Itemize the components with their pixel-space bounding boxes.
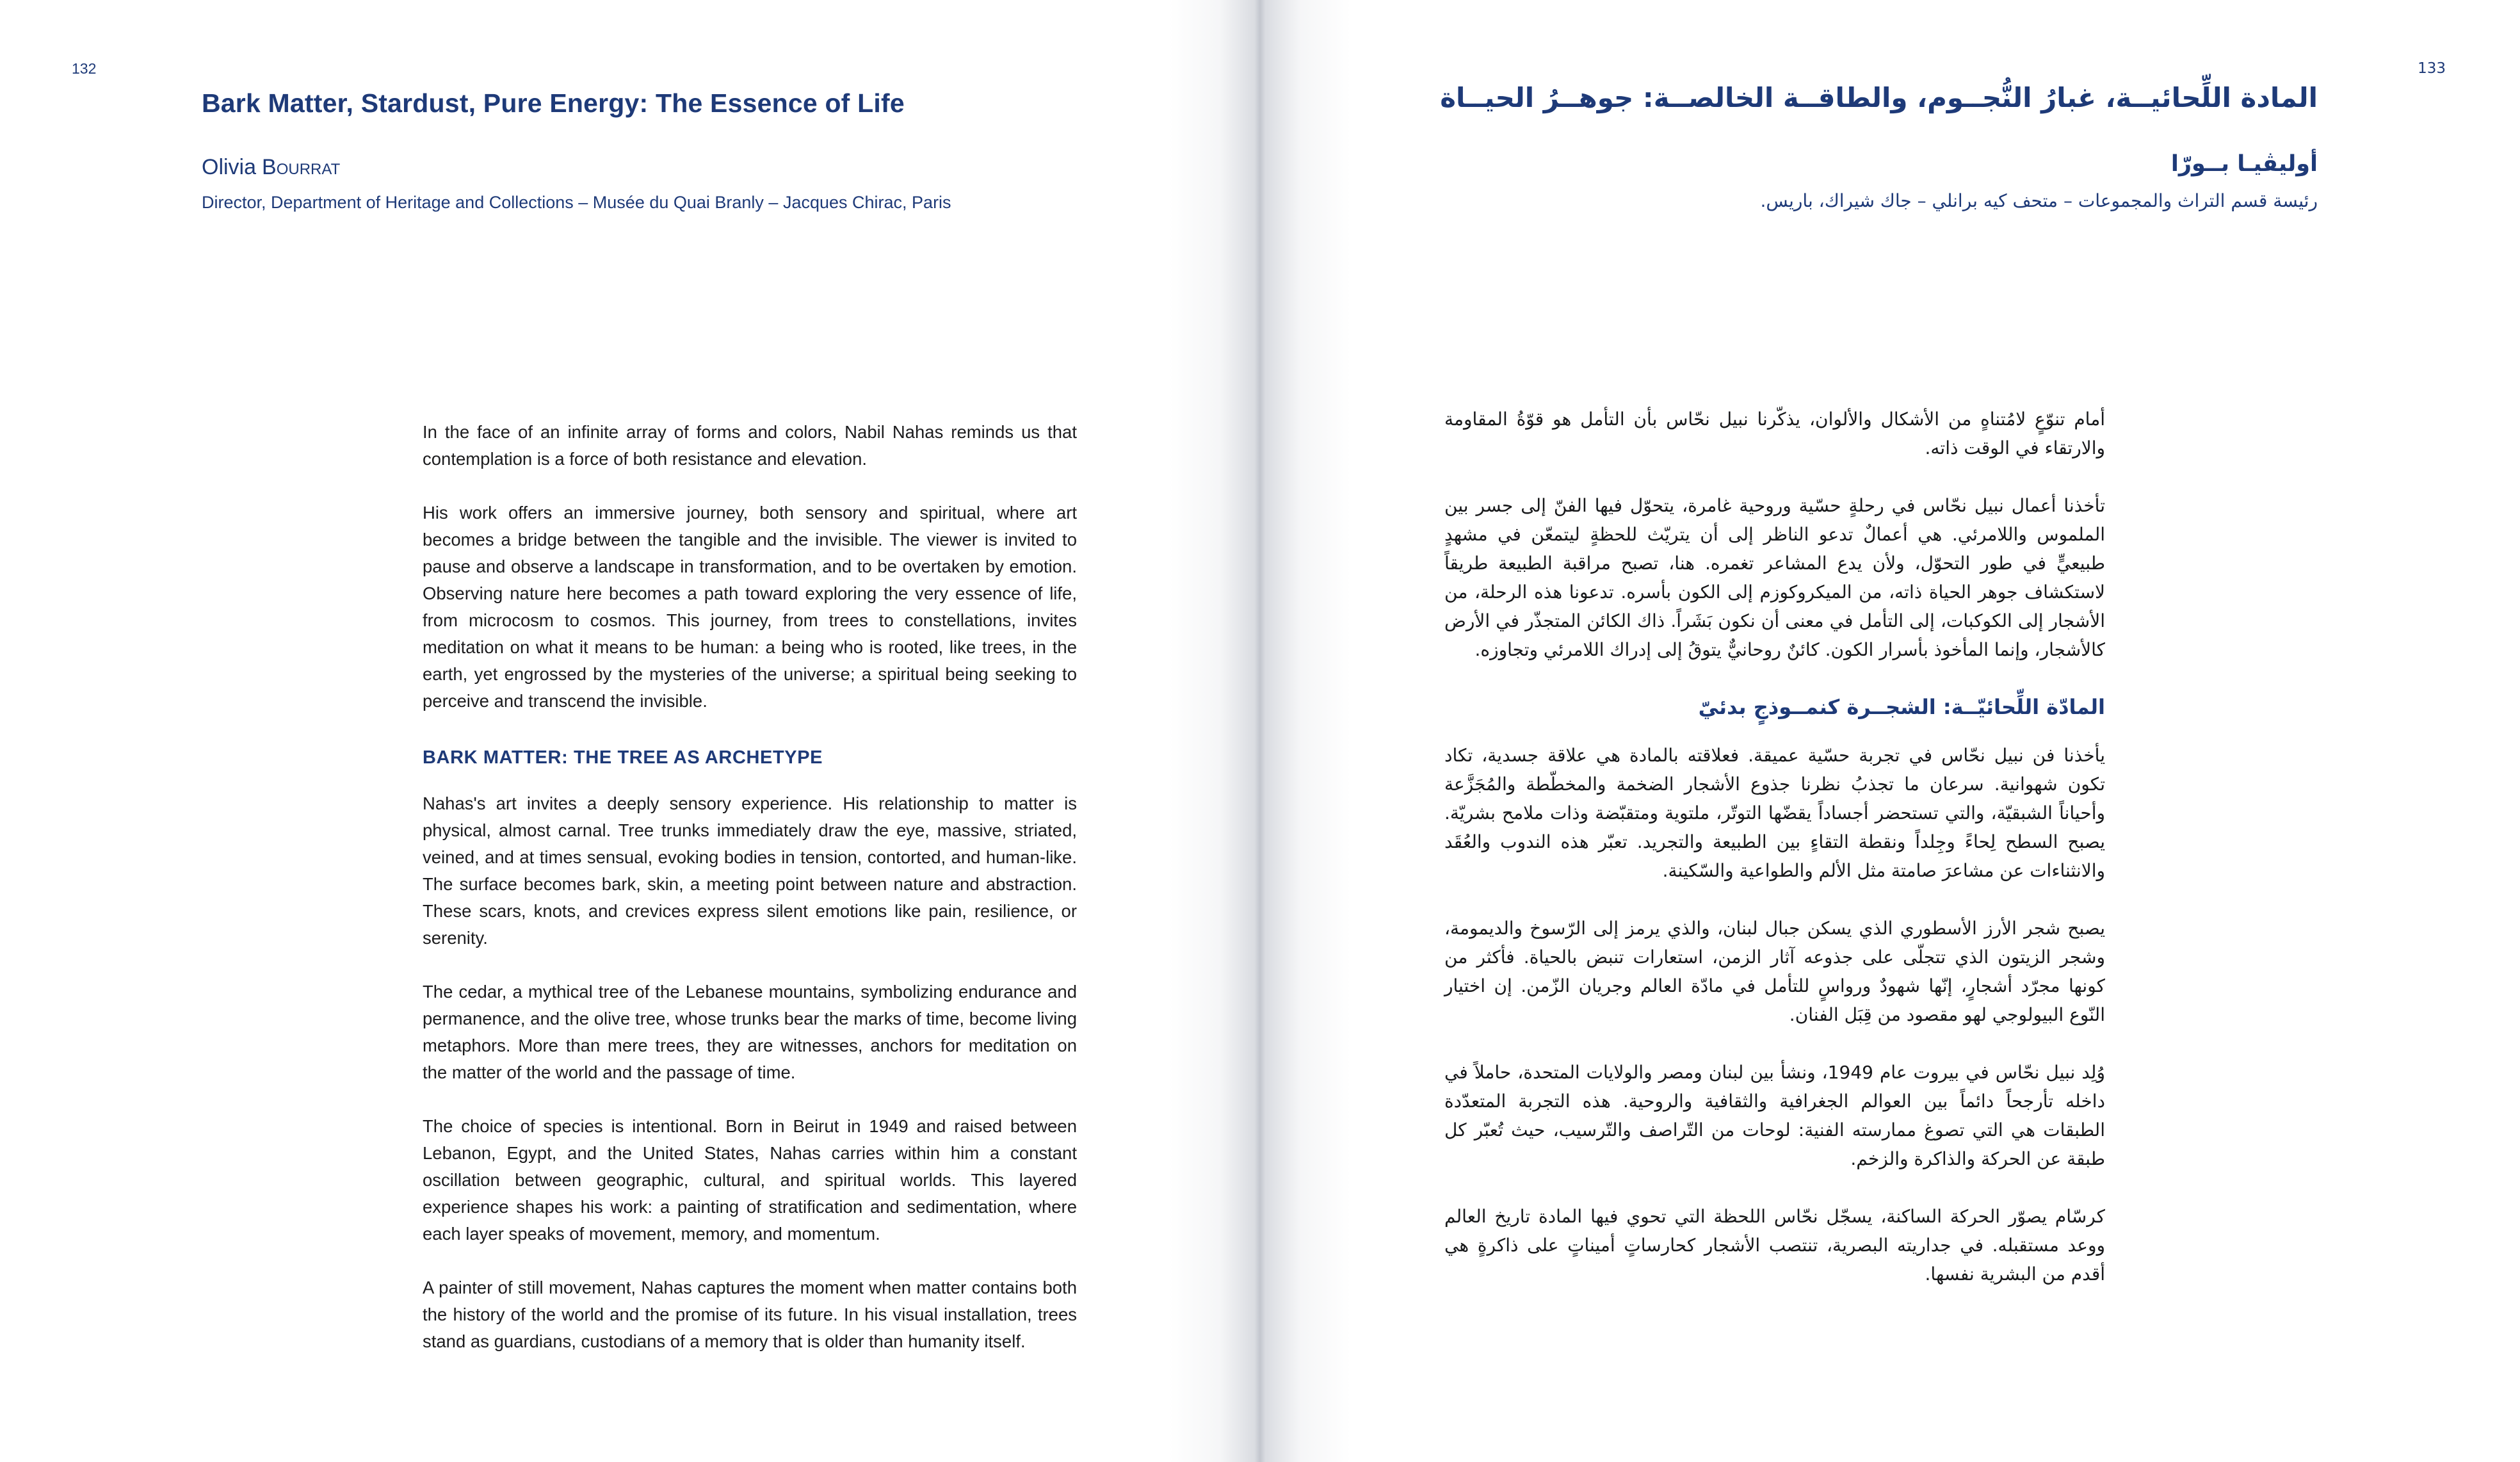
article-body-en xyxy=(423,419,1077,1382)
article-title-ar: المادة اللِّحائيــة، غبارُ النُّجــوم، والطاقــة الخالصــة: جوهــرُ الحيــاة xyxy=(1440,82,2318,113)
paragraph-en-3: Nahas's art invites a deeply sensory experience. His relationship to matter is physical, almost carnal. Tree trunks immediately draw the eye, massive, striated, veined, and at times sensual, evoking bodies in tension, contorted, and human-like. The surface becomes bark, skin, a meeting point between nature and abstraction. These scars, knots, and crevices express silent emotions like pain, resilience, or serenity. xyxy=(423,793,1077,948)
paragraph-en-6: A painter of still movement, Nahas captures the moment when matter contains both the history of the world and the promise of its future. In his visual installation, trees stand as guardians, custodians of a memory that is older than humanity itself. xyxy=(423,1278,1077,1351)
paragraph-ar-6: كرسّام يصوّر الحركة الساكنة، يسجّل نحّاس اللحظة التي تحوي فيها المادة تاريخ العالم ووعد مستقبله. في جداريته البصرية، تنتصب الأشجار كحارساتٍ أميناتٍ على ذاكرةٍ هي أقدم من البشرية نفسها. xyxy=(1444,1206,2105,1285)
article-body-ar xyxy=(1444,405,2105,1317)
page-number-right: 133 xyxy=(2418,60,2446,77)
paragraph-ar-4: يصبح شجر الأرز الأسطوري الذي يسكن جبال لبنان، والذي يرمز إلى الرّسوخ والديمومة، وشجر الزيتون الذي تتجلّى على جذوعه آثار الزمن، استعارات تنبض بالحياة. فأكثر من كونها مجرّد أشجارٍ، إنّها شهودٌ ورواسٍ للتأمل في مادّة العالم وجريان الزّمن. إن اختيار النّوع البيولوجي لهو مقصود من قِبَل الفنان. xyxy=(1444,918,2105,1025)
author-byline-en: Director, Department of Heritage and Collections – Musée du Quai Branly – Jacques Chirac, Paris xyxy=(202,193,951,212)
paragraph-en-2: His work offers an immersive journey, both sensory and spiritual, where art becomes a bridge between the tangible and the invisible. The viewer is invited to pause and observe a landscape in transformation, and to be overtaken by emotion. Observing nature here becomes a path toward exploring the very essence of life, from microcosm to cosmos. This journey, from trees to constellations, invites meditation on what it means to be human: a being who is rooted, like trees, in the earth, yet engrossed by the mysteries of the universe; a spiritual being seeking to perceive and transcend the invisible. xyxy=(423,503,1077,711)
author-first-name: Olivia xyxy=(202,155,257,179)
author-byline-ar: رئيسة قسم التراث والمجموعات – متحف كيه برانلي – جاك شيراك، باريس. xyxy=(1760,190,2318,211)
section-heading-en: BARK MATTER: THE TREE AS ARCHETYPE xyxy=(423,747,823,768)
paragraph-ar-3: يأخذنا فن نبيل نحّاس في تجربة حسّية عميقة. فعلاقته بالمادة هي علاقة جسدية، تكاد تكون شهوانية. سرعان ما تجذبُ نظرنا جذوع الأشجار الضخمة والمخطّطة والمُجَزَّعة وأحياناً الشبقيّة، والتي تستحضر أجساداً يقضّها التوتّر، ملتوية ومتقبّضة وذات ملامح بشريّة. يصبح السطح لِحاءً وجِلداً ونقطة التقاءٍ بين الطبيعة والتجريد. تعبّر هذه الندوب والعُقَد والانثناءات عن مشاعرَ صامتة مثل الألم والطواعية والسّكينة. xyxy=(1444,745,2105,881)
paragraph-en-5: The choice of species is intentional. Born in Beirut in 1949 and raised between Lebanon, Egypt, and the United States, Nahas carries within him a constant oscillation between geographic, cultural, and spiritual worlds. This layered experience shapes his work: a painting of stratification and sedimentation, where each layer speaks of movement, memory, and momentum. xyxy=(423,1116,1077,1244)
paragraph-ar-5: وُلِد نبيل نحّاس في بيروت عام 1949، ونشأ بين لبنان ومصر والولايات المتحدة، حاملاً في داخله تأرجحاً دائماً بين العوالم الجغرافية والثقافية والروحية. هذه التجربة المتعدّدة الطبقات هي التي تصوغ ممارسته الفنية: لوحات من التّراصف والتّرسيب، حيث تُعبّر كل طبقة عن الحركة والذاكرة والزخم. xyxy=(1444,1062,2105,1169)
author-name-ar: أوليڤيـا بــورّا xyxy=(2170,151,2318,177)
right-page-arabic xyxy=(1260,0,2520,1462)
section-heading-ar: المادّة اللِّحائيّــة: الشجــرة كنمــوذجٍ بدئيّ xyxy=(1698,695,2105,719)
author-surname: Bourrat xyxy=(262,155,341,179)
paragraph-ar-2: تأخذنا أعمال نبيل نحّاس في رحلةٍ حسّية وروحية غامرة، يتحوّل فيها الفنّ إلى جسر بين الملموس واللامرئي. هي أعمالٌ تدعو الناظر إلى أن يتريّث للحظةٍ ليتمعّن في مشهدٍ طبيعيٍّ في طور التحوّل، ولأن يدع المشاعر تغمره. هنا، تصبح مراقبة الطبيعة طريقاً لاستكشاف جوهر الحياة ذاته، من الميكروكوزم إلى الكون بأسره. تدعونا هذه الرحلة، من الأشجار إلى الكوكبات، إلى التأمل في معنى أن نكون بَشَراً. ذاك الكائن المتجذّر في الأرض كالأشجار، وإنما المأخوذ بأسرار الكون. كائنٌ روحانيٌّ يتوقُ إلى إدراك اللامرئي وتجاوزه. xyxy=(1444,495,2105,660)
author-name-en xyxy=(202,155,340,180)
article-title-en: Bark Matter, Stardust, Pure Energy: The Essence of Life xyxy=(202,88,905,118)
paragraph-en-1: In the face of an infinite array of forms and colors, Nabil Nahas reminds us that contemplation is a force of both resistance and elevation. xyxy=(423,422,1077,469)
page-number-left: 132 xyxy=(72,60,97,77)
paragraph-en-4: The cedar, a mythical tree of the Lebanese mountains, symbolizing endurance and permanence, and the olive tree, whose trunks bear the marks of time, become living metaphors. More than mere trees, they are witnesses, anchors for meditation on the matter of the world and the passage of time. xyxy=(423,982,1077,1082)
paragraph-ar-1: أمام تنوّعٍ لامُتناهٍ من الأشكال والألوان، يذكّرنا نبيل نحّاس بأن التأمل هو قوّةُ المقاومة والارتقاء في الوقت ذاته. xyxy=(1444,409,2105,459)
